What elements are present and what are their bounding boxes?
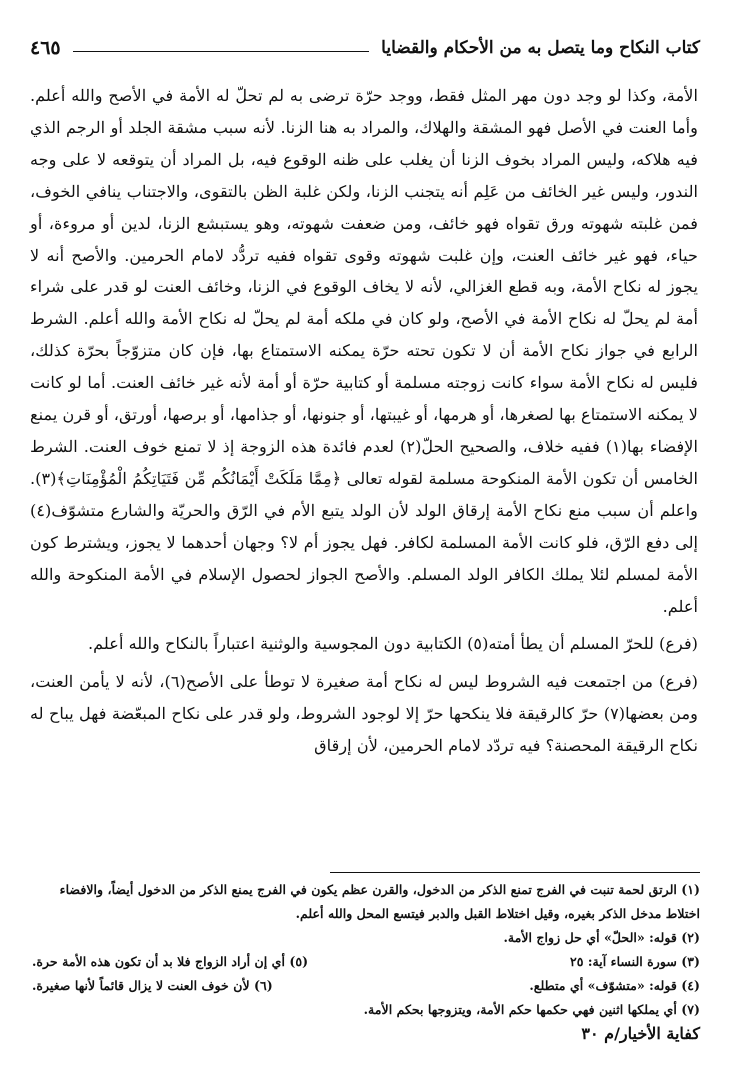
- footnote-4: (٤) قوله: «متشوّف» أي متطلع.: [529, 978, 700, 993]
- footnote-row-3-5: [32, 950, 700, 974]
- footnote-1: (١) الرتق لحمة تنبت في الفرج تمنع الذكر من الدخول، والقرن عظم يكون في الفرج يمنع الذكر من الدخول أيضاً، والافضاء اختلاط مدخل الذكر بغيره، وقيل اختلاط القبل والدبر فيتسع المحل والله أعلم.: [59, 882, 700, 921]
- footnote-row-4-6: [32, 974, 700, 998]
- signature-mark: كفاية الأخيار/م ٣٠: [581, 1024, 700, 1043]
- header-rule: [73, 51, 370, 52]
- running-header: [30, 30, 700, 66]
- footnote-7: (٧) أي يملكها اثنين فهي حكمها حكم الأمة، ويتزوجها بحكم الأمة.: [363, 1002, 700, 1017]
- footnote-separator: [330, 872, 700, 873]
- footnote-2: (٢) قوله: «الحلّ» أي حل زواج الأمة.: [503, 930, 700, 945]
- page-number: ٤٦٥: [30, 37, 61, 59]
- footnotes: [32, 878, 700, 1022]
- running-title: كتاب النكاح وما يتصل به من الأحكام والقضايا: [381, 38, 700, 58]
- footnote-5: (٥) أي إن أراد الزواج فلا بد أن تكون هذه الأمة حرة.: [32, 954, 309, 969]
- footnote-3: (٣) سورة النساء آية: ٢٥: [569, 954, 700, 969]
- paragraph-far-2: (فرع) من اجتمعت فيه الشروط ليس له نكاح أمة صغيرة لا توطأ على الأصح(٦)، لأنه لا يأمن العنت، ومن بعضها(٧) حرّ كالرقيقة فلا ينكحها حرّ إلا لوجود الشروط، ولو قدر على نكاح المبعّضة فهل يباح له نكاح الرقيقة المحصنة؟ فيه تردّد لامام الحرمين، لأن إرقاق: [30, 672, 698, 756]
- footnote-6: (٦) لأن خوف العنت لا يزال قائماً لأنها صغيرة.: [32, 978, 273, 993]
- paragraph-main: الأمة، وكذا لو وجد دون مهر المثل فقط، ووجد حرّة ترضى به لم تحلّ له الأمة في الأصح والله أعلم. وأما العنت في الأصل فهو المشقة والهلاك، والمراد به هنا الزنا. لأنه سبب مشقة الجلد أو الرجم الذي فيه هلاكه، وليس المراد بخوف الزنا أن يغلب على ظنه الوقوع فيه، بل المراد أن يتوقعه لا على وجه الندور، وليس غير الخائف من عَلِم أنه يتجنب الزنا، ولكن غلبة الظن بالتقوى، والاجتناب ينافي الخوف، فمن غلبته شهوته ورق تقواه فهو خائف، ومن ضعفت شهوته، وهو يستبشع الزنا، لدين أو مروءة، أو حياء، فهو غير خائف العنت، وإن غلبت شهوته وقوى تقواه ففيه تردُّد لامام الحرمين. والأصح أنه لا يجوز له نكاح الأمة، وبه قطع الغزالي، لأنه لا يخاف الوقوع في الزنا، وخائف العنت لو قدر على شراء أمة لم يحلّ له نكاح الأمة في الأصح، ولو كان في ملكه أمة لم يحلّ له نكاح الأمة والله أعلم. الشرط الرابع في جواز نكاح الأمة أن لا تكون تحته حرّة يمكنه الاستمتاع بها، فإن كان متزوّجاً بحرّة كذلك، فليس له نكاح الأمة سواء كانت زوجته مسلمة أو كتابية حرّة أو أمة لأنه غير خائف العنت. أما لو كانت لا يمكنه الاستمتاع بها لصغرها، أو هرمها، أو غيبتها، أو جنونها، أو جذامها، أو برصها، أورتق، أو قرن يمنع الإفضاء بها(١) ففيه خلاف، والصحيح الحلّ(٢) لعدم فائدة هذه الزوجة إذ لا تمنع خوف العنت. الشرط الخامس أن تكون الأمة المنكوحة مسلمة لقوله تعالى ﴿مِمَّا مَلَكَتْ أَيْمَانُكُم مِّن فَتَيَاتِكُمُ الْمُؤْمِنَاتِ﴾(٣). واعلم أن سبب منع نكاح الأمة إرقاق الولد لأن الولد يتبع الأم في الرّق والحريّة والشارع متشوّف(٤) إلى دفع الرّق، فلو كانت الأمة المسلمة لكافر. فهل يجوز أم لا؟ وجهان أحدهما لا يجوز، ويشترط كون الأمة لمسلم لئلا يملك الكافر الولد المسلم. والأصح الجواز لحصول الإسلام في الأمة المنكوحة والله أعلم.: [30, 86, 698, 616]
- paragraph-far-1: (فرع) للحرّ المسلم أن يطأ أمته(٥) الكتابية دون المجوسية والوثنية اعتباراً بالنكاح والله أعلم.: [88, 634, 698, 654]
- main-text: [30, 80, 698, 762]
